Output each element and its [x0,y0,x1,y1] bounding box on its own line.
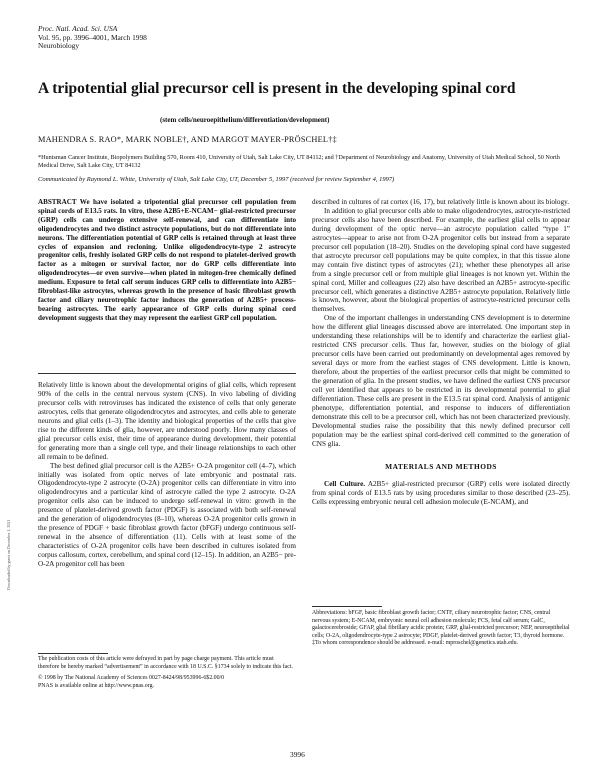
page-number: 3996 [290,750,305,759]
abstract-divider [38,373,296,374]
journal-volume: Vol. 95, pp. 3996–4001, March 1998 [38,32,147,42]
paragraph [312,480,570,507]
paragraph: One of the important challenges in understanding CNS development is to determine how the different glial lineages discussed above are interrelated. One important step in understanding these relationships will be to identify and characterize the earliest glial-restricted CNS precursor cells. Thus far, however, studies on the biology of glial precursor cells have been carried out predominantly on developmental ages removed by several days or more from the earliest stages of CNS development. Little is known, therefore, about the properties of the earliest precursor cells that might be committed to the generation of glia. In the present studies, we have defined the earliest CNS precursor cell yet identified that appears to be restricted in its developmental potential to glial differentiation. These cells are present in the E13.5 rat spinal cord. Analysis of antigenic phenotype, differentiation potential, and response to inducers of differentiation demonstrate this cell to be a precursor cell, which has not been characterized previously. Developmental studies raise the possibility that this newly defined precursor cell population may be the earliest spinal cord-derived cell committed to the generation of CNS glia. [312,314,570,448]
paragraph: described in cultures of rat cortex (16, 17), but relatively little is known about its biology. [312,198,570,206]
keywords: (stem cells/neuroepithelium/differentiation/development) [160,116,330,124]
communicated-by: Communicated by Raymond L. White, University of Utah, Salt Lake City, UT, December 5, 1997 (received for review September 4, 1997) [38,176,395,183]
journal-name: Proc. Natl. Acad. Sci. USA [38,24,118,33]
paper-title: A tripotential glial precursor cell is present in the developing spinal cord [38,80,516,97]
abbreviations: Abbreviations: bFGF, basic fibroblast growth factor; CNTF, ciliary neurotrophic factor; CNS, central nervous system; E-NCAM, embryonic neural cell adhesion molecule; FCS, fetal calf serum; GalC, galactocerebroside; GFAP, glial fibrillary acidic protein; GRP, glial-restricted precursor; NEP, neuroepithelial cells; O-2A, oligodendrocyte-type 2 astrocyte; PDGF, platelet-derived growth factor; T3, thyroid hormone. [312,610,570,639]
footnote-divider [38,653,108,654]
download-note: Downloaded by guest on December 1, 2021 [6,519,11,590]
abstract: ABSTRACT We have isolated a tripotential glial precursor cell population from spinal cords of E13.5 rats. In vitro, these A2B5+E-NCAM− glial-restricted precursor (GRP) cells can undergo extensive self-renewal, and can differentiate into oligodendrocytes and two distinct astrocyte populations, but do not differentiate into neurons. The differentiation potential of GRP cells is retained through at least three cycles of expansion and recloning. Unlike oligodendrocyte-type 2 astrocyte progenitor cells, freshly isolated GRP cells do not respond to platelet-derived growth factor as a mitogen or survival factor, nor do GRP cells differentiate into oligodendrocytes—or even survive—when plated in mitogen-free chemically defined medium. Exposure to fetal calf serum induces GRP cells to differentiate into A2B5− fibroblast-like astrocytes, whereas growth in the presence of basic fibroblast growth factor and ciliary neurotrophic factor induces the generation of A2B5+ process-bearing astrocytes. The early appearance of GRP cells during spinal cord development suggests that they may represent the earliest GRP cell population. [38,198,296,322]
online-note: PNAS is available online at http://www.pnas.org. [38,682,154,689]
footnotes-left [38,656,296,690]
footnote-divider [312,606,382,607]
section-heading: MATERIALS AND METHODS [385,461,497,471]
journal-section: Neurobiology [38,41,80,51]
affiliations: *Huntsman Cancer Institute, Biopolymers Building 570, Room 410, University of Utah, Salt Lake City, UT 84112; and †Department of Neurobiology and Anatomy, University of Utah Medical School, 50 North Medical Drive, Salt Lake City, UT 84132 [38,154,560,170]
right-column [312,198,570,507]
footnote: The publication costs of this article were defrayed in part by page charge payment. This article must therefore be hereby marked “advertisement” in accordance with 18 U.S.C. §1734 solely to indicate this fact. [38,656,294,670]
copyright: © 1998 by The National Academy of Sciences 0027-8424/98/953996-6$2.00/0 [38,675,225,682]
left-column [38,381,296,569]
journal-header [38,25,147,51]
paragraph: In addition to glial precursor cells able to make oligodendrocytes, astrocyte-restricted precursor cells also have been described. For example, the earliest glial cells to appear during development of the optic nerve—an astrocyte population called “type 1” astrocytes—appear to arise not from O-2A progenitor cells but instead from a separate precursor cell population (18–20). Studies on the developing spinal cord have suggested that astrocyte precursor cell populations may be quite complex, in that this tissue alone may contain five distinct types of astrocytes (21); whether these phenotypes all arise from a single precursor cell or from multiple glial lineages is not known yet. Within the spinal cord, Miller and colleagues (22) also have described an A2B5+ astrocyte-specific precursor cell, which generates a distinctive A2B5+ astrocyte population. Relatively little is known, however, about the biological properties of astrocyte-restricted precursor cells themselves. [312,206,570,314]
footnotes-right [312,610,570,648]
subsection-runin: Cell Culture. [324,479,366,488]
correspondence: ‡To whom correspondence should be addressed. e-mail: mproschel@genetics.utah.edu. [312,640,519,647]
authors: MAHENDRA S. RAO*, MARK NOBLE†, AND MARGOT MAYER-PRÖSCHEL†‡ [38,135,337,144]
paragraph: Relatively little is known about the developmental origins of glial cells, which represent 90% of the cells in the central nervous system (CNS). In vivo labeling of dividing precursor cells with retroviruses has indicated the existence of cells that only generate astrocytes, cells that generate oligodendrocytes and astrocytes, and cells able to generate neurons and glial cells (1–3). The identity and biological properties of the cells that give rise to the different kinds of glia, however, are understood poorly. How many classes of glial precursor cells exist, their time of appearance during development, their potential for generating more than a single cell type, and their lineage relationships to each other all remain to be defined. [38,381,296,461]
paragraph: The best defined glial precursor cell is the A2B5+ O-2A progenitor cell (4–7), which initially was isolated from optic nerves of late embryonic and postnatal rats. Oligodendrocyte-type 2 astrocyte (O-2A) progenitor cells can differentiate in vitro into oligodendrocytes and a particular kind of astrocyte called the type 2 astrocyte. O-2A progenitor cells also can be induced to undergo self-renewal in vitro: growth in the presence of platelet-derived growth factor (PDGF) is associated with both self-renewal and the generation of oligodendrocytes (8–10), whereas O-2A progenitor cells grown in the presence of PDGF + basic fibroblast growth factor (bFGF) undergo continuous self-renewal in the absence of differentiation (11). Cells with at least some of the characteristics of O-2A progenitor cells have been described in cultures isolated from corpus callosum, cortex, cerebellum, and spinal cord (12–15). In addition, an A2B5− pre-O-2A progenitor cell has been [38,461,296,569]
methods-text: A2B5+ glial-restricted precursor (GRP) cells were isolated directly from spinal cords of E13.5 rats by using procedures similar to those described (23–25). Cells expressing embryonic neural cell adhesion molecule (E-NCAM), and [312,479,571,506]
